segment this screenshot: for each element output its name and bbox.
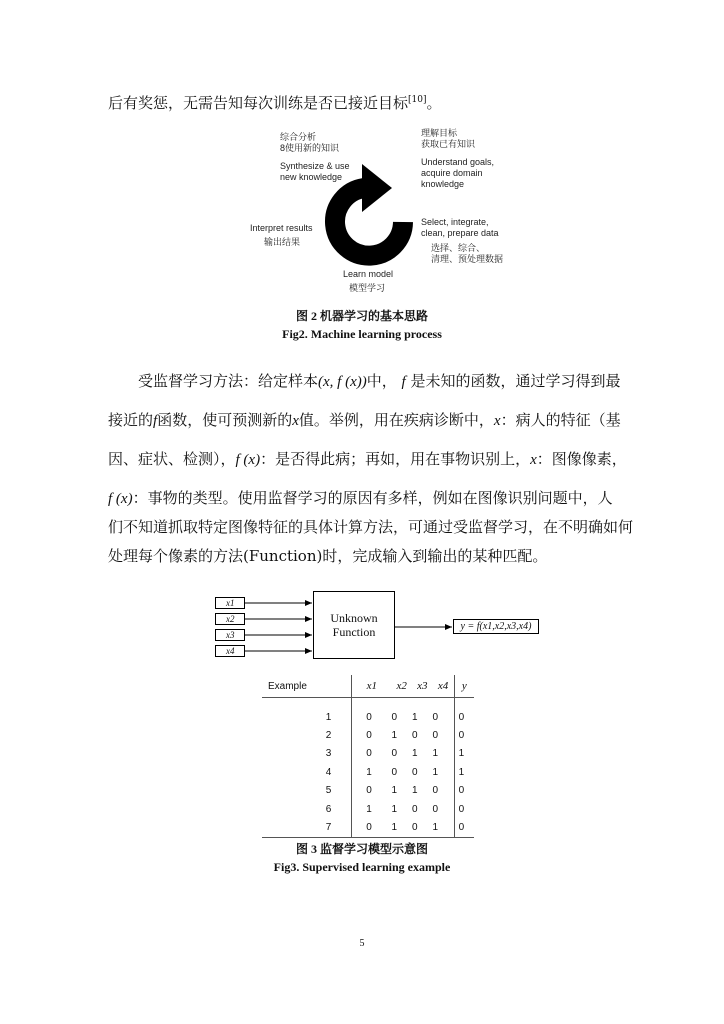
table-cell: 1	[391, 822, 398, 834]
table-cell: 6	[325, 803, 332, 815]
fig2-caption-cn: 图 2 机器学习的基本思路	[295, 309, 428, 323]
col-header: y	[454, 675, 474, 698]
table-cell: 0	[432, 730, 439, 742]
table-cell: 1	[454, 745, 474, 763]
citation-ref: [10]	[408, 95, 427, 105]
table-cell: 1	[454, 763, 474, 781]
table-header-row	[262, 675, 474, 698]
table-cell: 0	[352, 818, 392, 837]
col-header: x2	[396, 680, 407, 692]
intro-end: 。	[426, 94, 442, 112]
table-cell: 5	[325, 785, 332, 797]
table-cell: 1	[412, 711, 418, 723]
table-row	[262, 708, 474, 726]
table-cell: 1	[391, 803, 398, 815]
col-header: x3	[417, 680, 428, 692]
table-cell: 0	[432, 785, 439, 797]
table-cell: 0	[352, 745, 392, 763]
para-line-1: 受监督学习方法：给定样本(x, f (x))中， f 是未知的函数，通过学习得到最	[138, 372, 621, 390]
table-cell: 1	[391, 785, 398, 797]
table-cell: 0	[454, 818, 474, 837]
para-line-2: 接近的f函数，使可预测新的x值。举例，用在疾病诊断中，x：病人的特征（基	[108, 411, 621, 429]
table-row	[262, 818, 474, 837]
table-cell: 1	[432, 748, 439, 760]
table-cell: 0	[412, 803, 418, 815]
table-cell: 0	[352, 726, 392, 744]
table-cell: 7	[325, 822, 332, 834]
table-cell: 1	[432, 766, 439, 778]
table-cell: 1	[325, 711, 332, 723]
table-cell: 0	[391, 748, 398, 760]
table-cell: 1	[352, 763, 392, 781]
fig3-caption-cn: 图 3 监督学习模型示意图	[295, 842, 428, 856]
table-cell: 0	[352, 708, 392, 726]
label-select: Select, integrate, clean, prepare data 选择、综合、 清理、预处理数据	[421, 217, 504, 264]
table-cell: 3	[325, 748, 332, 760]
table-row	[262, 726, 474, 744]
table-cell: 0	[454, 708, 474, 726]
label-synthesize: 综合分析 8使用新的知识 Synthesize & use new knowledge	[280, 132, 350, 182]
table-cell: 1	[352, 800, 392, 818]
table-cell: 1	[412, 748, 418, 760]
table-row	[262, 782, 474, 800]
table-cell: 0	[352, 782, 392, 800]
input-box-x2: x2	[215, 613, 245, 625]
table-cell: 1	[391, 730, 398, 742]
col-header: Example	[268, 680, 307, 692]
para-line-4: f (x)：事物的类型。使用监督学习的原因有多样，例如在图像识别问题中，人	[108, 489, 613, 507]
para-line-6: 处理每个像素的方法(Function)时，完成输入到输出的某种匹配。	[108, 547, 548, 565]
table-cell: 4	[325, 766, 332, 778]
input-box-x1: x1	[215, 597, 245, 609]
label-interpret: Interpret results 输出结果	[250, 223, 313, 248]
table-cell: 0	[412, 822, 418, 834]
table-cell: 0	[454, 726, 474, 744]
input-box-x3: x3	[215, 629, 245, 641]
table-cell: 2	[325, 730, 332, 742]
table-cell: 1	[432, 822, 439, 834]
table-cell: 0	[391, 766, 398, 778]
table-row	[262, 745, 474, 763]
table-cell: 0	[391, 711, 398, 723]
label-learn-model: Learn model 模型学习	[343, 269, 394, 294]
unknown-function-box: Unknown Function	[313, 591, 395, 659]
para-line-3: 因、症状、检测），f (x)：是否得此病；再如，用在事物识别上，x：图像像素，	[108, 450, 627, 468]
table-cell: 0	[432, 803, 439, 815]
page-number: 5	[359, 938, 365, 949]
col-header: x1	[352, 675, 392, 698]
table-cell: 0	[412, 730, 418, 742]
example-table	[262, 675, 474, 838]
table-row	[262, 800, 474, 818]
intro-text: 后有奖惩，无需告知每次训练是否已接近目标	[108, 94, 409, 112]
fig3-caption-en: Fig3. Supervised learning example	[273, 860, 451, 874]
table-cell: 0	[432, 711, 439, 723]
table-cell: 0	[454, 782, 474, 800]
table-cell: 0	[454, 800, 474, 818]
col-header: x4	[437, 680, 449, 692]
fig2-caption-en: Fig2. Machine learning process	[282, 327, 442, 341]
table-cell: 1	[412, 785, 418, 797]
table-row	[262, 763, 474, 781]
output-box: y = f(x1,x2,x3,x4)	[453, 619, 539, 634]
table-cell: 0	[412, 766, 418, 778]
input-box-x4: x4	[215, 645, 245, 657]
para-line-5: 们不知道抓取特定图像特征的具体计算方法，可通过受监督学习，在不明确如何	[108, 518, 634, 536]
label-understand-goals: 理解目标 获取已有知识 Understand goals, acquire domain knowledge	[421, 128, 495, 189]
